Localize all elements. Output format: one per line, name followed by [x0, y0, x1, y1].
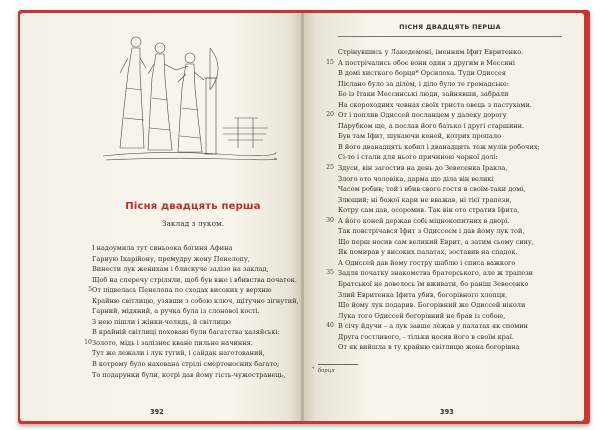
verse-line: [338, 311, 540, 322]
line-number: 5: [88, 286, 92, 294]
running-head: ПІСНЯ ДВАДЦЯТЬ ПЕРША: [399, 23, 501, 31]
right-page-verse: [326, 47, 540, 353]
verse-text: В крайній світлиці поховані були багатства хазяйські:: [92, 328, 280, 337]
verse-line: [338, 205, 540, 216]
verse-line: [338, 68, 540, 79]
verse-line: [338, 300, 540, 311]
running-head-rule: [338, 36, 562, 37]
verse-line: [92, 359, 299, 370]
book-spine: [301, 13, 304, 421]
verse-text: Крайню світлицю, узявши з собою ключ, щітучно зігнутий,: [92, 296, 299, 305]
verse-text: От як вийшла в ту крайню світлицю жона богорівна: [338, 343, 520, 352]
verse-text: З нею пішли і жінки-челядь, й світлицю: [92, 317, 231, 326]
verse-line: [92, 243, 299, 254]
line-number: 25: [326, 164, 334, 172]
verse-text: Злющий; ні божої кари не вважав, ні тієї трапези,: [338, 195, 512, 204]
verse-text: Винести лук женихам і блискуче залізо на заклад,: [92, 265, 269, 274]
verse-text: Парубком ще, а послав його батько і другі старшини.: [338, 121, 525, 130]
verse-text: Братської не довелось їм вживати, бо раніш Зевесенко: [338, 280, 529, 289]
verse-text: В його дванадцять кобил і дванадцять теж мулів робочих;: [338, 142, 540, 151]
verse-text: Що йому лук подарив. Богорівний же Одиссей ніколи: [338, 301, 526, 310]
verse-line: [338, 100, 540, 111]
verse-line: [338, 342, 540, 353]
left-page-number: 392: [150, 408, 164, 416]
verse-text: Що перш носив сам великий Еврит, а затим сьому сину,: [338, 237, 534, 246]
verse-text: Щоб на сперечу стріляли, щоб був вже і вбивства початок.: [92, 275, 297, 284]
chapter-subtitle: Заклад з луком.: [161, 219, 225, 228]
verse-line: [338, 247, 540, 258]
verse-line: [92, 317, 299, 328]
verse-line: [92, 327, 299, 338]
line-number: 10: [84, 338, 92, 346]
line-number: 30: [326, 216, 334, 224]
footnote-marker: *: [312, 366, 315, 372]
verse-line: [338, 152, 540, 163]
verse-line: [92, 296, 299, 307]
verse-text: Тут же лежали і лук тугий, і сайдак наготований,: [92, 349, 265, 358]
verse-text: В домі хисткого борця* Орсилоха. Туди Одиссея: [338, 69, 506, 78]
verse-line: [88, 285, 299, 296]
verse-text: І надоумила тут синьоока богиня Афина: [92, 244, 233, 252]
verse-text: В січу йдучи – а лук завше лежав у палатах як спомин: [338, 322, 529, 331]
verse-text: Злого ото чоловіка, дарма що діла він великі: [338, 174, 494, 183]
verse-line: [338, 332, 540, 343]
verse-text: А Одиссей дав йому гостру шаблю і списа важкого: [338, 258, 516, 267]
verse-line: [338, 226, 540, 237]
verse-text: Бо із Ітаки Мессинські люди, зайнявши, забрали: [338, 90, 509, 99]
left-page-verse: [84, 243, 299, 380]
verse-text: Гарную Ікарійону, премудру жону Пенелопу,: [92, 254, 250, 263]
verse-line: [92, 254, 299, 265]
verse-text: Здуси, він загостив на день до Зевесенка Іракла,: [338, 164, 508, 173]
verse-line: [338, 258, 540, 269]
footnote: борця: [318, 368, 335, 374]
verse-text: Так повстрічався Іфит з Одиссеєм і дав йому лук той,: [338, 227, 525, 236]
verse-text: Був там Іфит, шукаючи коней, котрих пропало: [338, 132, 502, 141]
verse-line: [92, 370, 299, 381]
verse-line: [338, 79, 540, 90]
verse-line: [326, 216, 540, 227]
verse-text: В котрому було нахована стрілі смертоносних багато;: [92, 360, 280, 369]
verse-line: [338, 47, 540, 58]
verse-line: [326, 110, 540, 121]
verse-text: А пострічались обоє вони один з другим в Мессині: [338, 58, 515, 67]
verse-line: [338, 89, 540, 100]
verse-line: [326, 58, 540, 69]
verse-line: [338, 279, 540, 290]
chapter-title: Пісня двадцять перша: [125, 201, 261, 212]
verse-line: [92, 306, 299, 317]
verse-line: [338, 121, 540, 132]
verse-text: От і поплив Одиссей посланцем у далеку дорогу: [338, 111, 507, 120]
verse-line: [326, 321, 540, 332]
verse-line: [338, 174, 540, 185]
verse-text: Котру сам дав, осоромив. Так він ото стратив Іфита,: [338, 206, 520, 215]
verse-text: То подарунки були, котрі дав йому гість-чужостранець,: [92, 370, 286, 379]
verse-line: [338, 290, 540, 301]
verse-text: Друга гостливого, - тільки носив його в своїм краї.: [338, 332, 514, 341]
verse-line: [326, 268, 540, 279]
right-page-number: 393: [440, 408, 454, 416]
verse-line: [92, 348, 299, 359]
verse-text: На скороходних човнах своїх триста овець з пастухами.: [338, 100, 532, 109]
verse-text: Злий Евритенка Іфита убив, богорівного хлопця,: [338, 290, 508, 299]
verse-text: От підвелась Пенелопа по сходах високих у верхню: [92, 286, 272, 295]
verse-line: [338, 237, 540, 248]
verse-line: [338, 142, 540, 153]
verse-text: Часом робив; той і вбив свого гостя в своїм-таки домі,: [338, 185, 526, 194]
verse-text: Задля початку знакомства братерського, але ж трапези: [338, 269, 534, 278]
verse-line: [338, 184, 540, 195]
verse-text: А його коней держав собі міцнокопитних в дворі.: [338, 216, 510, 225]
footnote-rule: [318, 364, 358, 365]
line-number: 40: [326, 322, 334, 330]
verse-text: Післано було за ділом, і діло було те громадське:: [338, 79, 509, 88]
verse-line: [84, 338, 299, 349]
verse-line: [338, 195, 540, 206]
verse-text: Сі-то і стали для нього причиною чорної долі:: [338, 153, 498, 162]
verse-text: Стрінувшись у Лакедемоні, іменням Іфит Евритенко.: [338, 48, 524, 56]
line-number: 20: [326, 111, 334, 119]
verse-line: [92, 264, 299, 275]
line-number: 15: [326, 58, 334, 66]
verse-line: [92, 275, 299, 286]
verse-text: Лука того Одиссей богорівний не брав із собою,: [338, 311, 506, 320]
verse-text: Гарний, мідяний, а ручка була із слонової кості.: [92, 307, 260, 316]
verse-line: [326, 163, 540, 174]
verse-text: Як помирав у високих палатах, зоставив на спадок.: [338, 248, 518, 257]
verse-text: Золото, мідь і залізнеє кване пильне начиння.: [92, 338, 253, 347]
verse-line: [338, 131, 540, 142]
line-number: 35: [326, 269, 334, 277]
greek-women-with-bow-engraving-icon: [98, 18, 278, 166]
